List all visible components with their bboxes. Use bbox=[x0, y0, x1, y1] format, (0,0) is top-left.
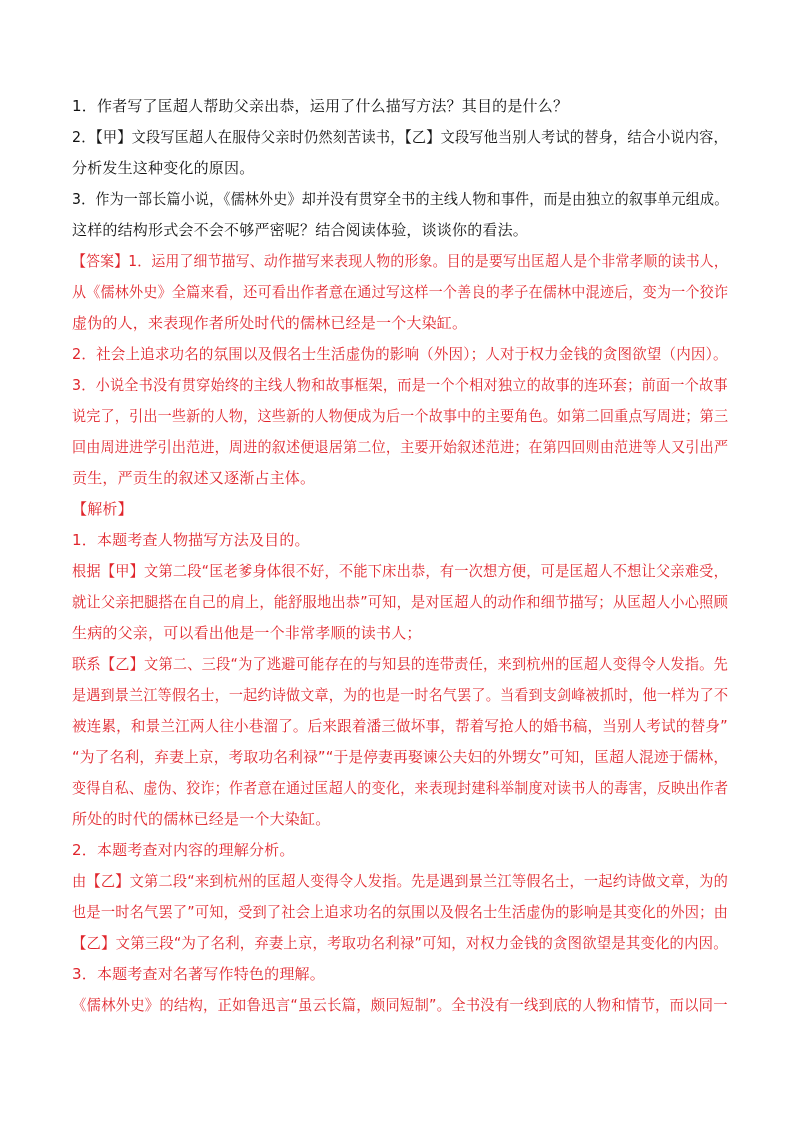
analysis-line: 联系【乙】文第二、三段“为了逃避可能存在的与知县的连带责任，来到杭州的匡超人变得令人发指。先 bbox=[72, 655, 729, 673]
analysis-line: 也是一时名气罢了”可知，受到了社会上追求功名的氛围以及假名士生活虚伪的影响是其变化的外因；由 bbox=[72, 903, 729, 921]
analysis-line: 2．本题考查对内容的理解分析。 bbox=[72, 841, 295, 859]
answer-line: 回由周进进学引出范进，周进的叙述便退居第二位，主要开始叙述范进；在第四回则由范进等人又引出严 bbox=[72, 438, 729, 456]
analysis-line: 是遇到景兰江等假名士，一起约诗做文章，为的也是一时名气罢了。当看到支剑峰被抓时，他一样为了不 bbox=[72, 686, 729, 704]
question-line: 1．作者写了匡超人帮助父亲出恭，运用了什么描写方法？其目的是什么？ bbox=[72, 97, 569, 115]
analysis-line: 1．本题考查人物描写方法及目的。 bbox=[72, 531, 310, 549]
question-line: 分析发生这种变化的原因。 bbox=[72, 159, 255, 177]
answer-line: 贡生，严贡生的叙述又逐渐占主体。 bbox=[72, 469, 316, 487]
analysis-line: 变得自私、虚伪、狡诈；作者意在通过匡超人的变化，来表现封建科举制度对读书人的毒害，反映出作者 bbox=[72, 779, 729, 797]
question-line: 这样的结构形式会不会不够严密呢？结合阅读体验，谈谈你的看法。 bbox=[72, 221, 529, 239]
analysis-line: 就让父亲把腿搭在自己的肩上，能舒服地出恭”可知，是对匡超人的动作和细节描写；从匡超人小心照顾 bbox=[72, 593, 729, 611]
analysis-line: “为了名利，弃妻上京，考取功名利禄”“于是停妻再娶谏公夫妇的外甥女”可知，匡超人混迹于儒林， bbox=[72, 748, 729, 766]
analysis-heading: 【解析】 bbox=[72, 500, 133, 518]
analysis-line: 由【乙】文第二段“来到杭州的匡超人变得令人发指。先是遇到景兰江等假名士，一起约诗做文章，为的 bbox=[72, 872, 729, 890]
analysis-line: 被连累，和景兰江两人往小巷溜了。后来跟着潘三做坏事，帮着写抢人的婚书稿，当别人考试的替身” bbox=[72, 717, 728, 735]
analysis-line: 【乙】文第三段“为了名利，弃妻上京，考取功名利禄”可知，对权力金钱的贪图欲望是其变化的内因。 bbox=[72, 934, 728, 952]
analysis-line: 所处的时代的儒林已经是一个大染缸。 bbox=[72, 810, 331, 828]
answer-line: 2．社会上追求功名的氛围以及假名士生活虚伪的影响（外因）；人对于权力金钱的贪图欲望（内因）。 bbox=[72, 345, 728, 363]
question-line: 3．作为一部长篇小说，《儒林外史》却并没有贯穿全书的主线人物和事件，而是由独立的叙事单元组成。 bbox=[72, 190, 729, 208]
answer-line: 说完了，引出一些新的人物，这些新的人物便成为后一个故事中的主要角色。如第二回重点写周进；第三 bbox=[72, 407, 729, 425]
question-line: 2．【甲】文段写匡超人在服侍父亲时仍然刻苦读书，【乙】文段写他当别人考试的替身，结合小说内容， bbox=[72, 128, 728, 146]
analysis-line: 《儒林外史》的结构，正如鲁迅言“虽云长篇，颇同短制”。全书没有一线到底的人物和情节，而以同一 bbox=[72, 996, 728, 1014]
answer-line: 从《儒林外史》全篇来看，还可看出作者意在通过写这样一个善良的孝子在儒林中混迹后，变为一个狡诈 bbox=[72, 283, 729, 301]
analysis-line: 3．本题考查对名著写作特色的理解。 bbox=[72, 965, 325, 983]
analysis-line: 生病的父亲，可以看出他是一个非常孝顺的读书人； bbox=[72, 624, 422, 642]
answer-line: 虚伪的人，来表现作者所处时代的儒林已经是一个大染缸。 bbox=[72, 314, 468, 332]
answer-line: 【答案】1．运用了细节描写、动作描写来表现人物的形象。目的是要写出匡超人是个非常孝顺的读书人， bbox=[72, 252, 728, 270]
analysis-line: 根据【甲】文第二段“匡老爹身体很不好，不能下床出恭，有一次想方便，可是匡超人不想让父亲难受， bbox=[72, 562, 729, 580]
answer-line: 3．小说全书没有贯穿始终的主线人物和故事框架，而是一个个相对独立的故事的连环套；前面一个故事 bbox=[72, 376, 728, 394]
